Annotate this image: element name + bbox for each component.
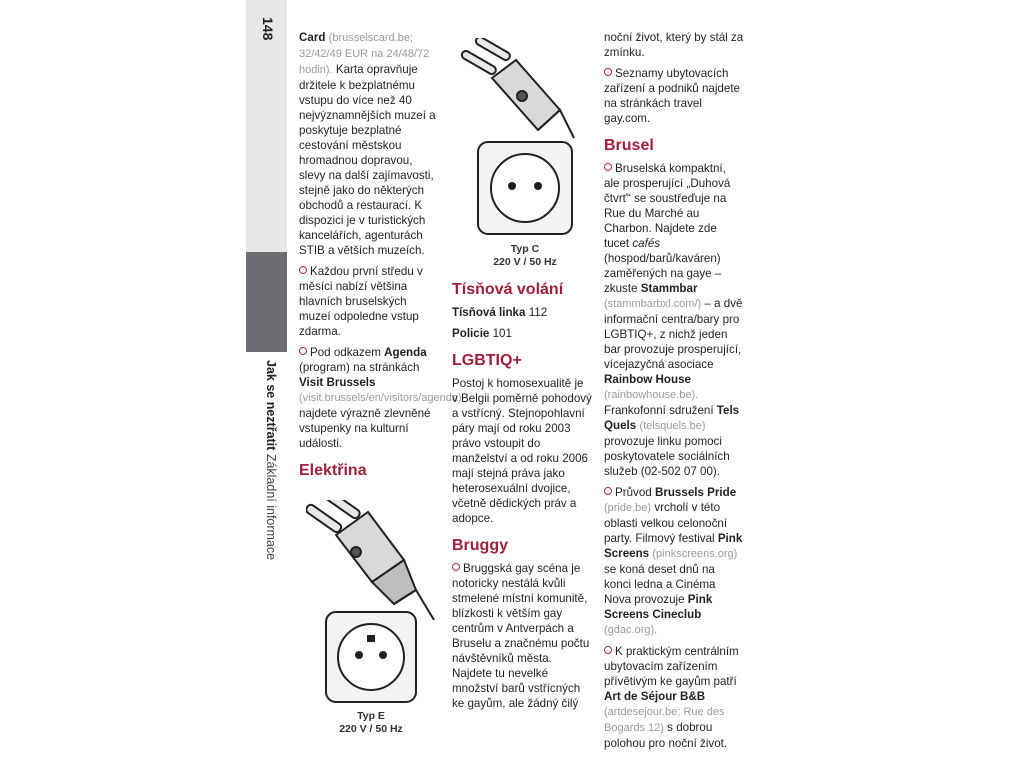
bullet-icon bbox=[604, 163, 612, 171]
plug-c-icon bbox=[460, 38, 590, 238]
paragraph-museum-wednesday: Každou první středu v měsíci nabízí většina hlavních bruselských muzeí odpoledne vstup zdarma. bbox=[299, 265, 423, 338]
heading-bruggy: Bruggy bbox=[452, 537, 508, 554]
column-1 bbox=[299, 30, 462, 486]
caption-type-e: Typ E 220 V / 50 Hz bbox=[339, 710, 403, 735]
column-3 bbox=[604, 30, 744, 757]
paragraph-card: Card (brusselscard.be; 32/42/49 EUR na 24/48/72 hodin). Karta opravňuje držitele k bezplatnému vstupu do více než 40 nejvýznamnějších muzeí a poskytuje bezplatné cestování městskou hromadnou dopravou, slevy na další zajímavosti, stejně jako do některých obchodů a restaurací. K dispozici je v turistických kancelářích, agenturách STIB a větších muzeích. bbox=[299, 31, 436, 257]
paragraph-pride: Průvod Brussels Pride (pride.be) vrcholí v této oblasti velkou celonoční party. Filmový festival Pink Screens (pinkscreens.org) se koná deset dnů na konci ledna a Cinéma Nova provozuje Pink Screens Cineclub (gdac.org). bbox=[604, 486, 743, 636]
bullet-icon bbox=[452, 563, 460, 571]
heading-brusel: Brusel bbox=[604, 137, 654, 154]
paragraph-nightlife-cont: noční život, který by stál za zmínku. bbox=[604, 31, 744, 59]
paragraph-brusel: Bruselská kompaktní, ale prosperující „Duhová čtvrť“ se soustřeďuje na Rue du Marché au Charbon. Najdete zde tucet cafés (hospod/barů/kaváren) zaměřených na gaye – zkuste Stammbar (stammbarbxl.com/) – a dvě informační centra/bary pro LGBTIQ+, z nichž jeden bar provozuje prosperující, vícejazyčná asociace Rainbow House (rainbowhouse.be). Frankofonní sdružení Tels Quels (telsquels.be) provozuje linku pomoci poskytovatele sociálních služeb (02-502 07 00). bbox=[604, 162, 743, 478]
chapter-tab-marker bbox=[246, 252, 287, 352]
paragraph-agenda: Pod odkazem Agenda (program) na stránkách Visit Brussels (visit.brussels/en/visitors/agenda) najdete výrazně zlevněné vstupenky na kulturní události. bbox=[299, 346, 462, 450]
bullet-icon bbox=[299, 266, 307, 274]
paragraph-lgbt: Postoj k homosexualitě je v Belgii poměrně pohodový a vstřícný. Stejnopohlavní páry mají od roku 2003 právo vstoupit do manželství a od roku 2006 mají stejná práva jako heterosexuální dvojice, včetně dědických práv a adopce. bbox=[452, 377, 592, 525]
paragraph-accommodation: K praktickým centrálním ubytovacím zařízením přívětivým ke gayům patří Art de Séjour B&B (artdesejour.be; Rue des Bogards 12) s dobrou polohou pro noční život. bbox=[604, 645, 739, 750]
plug-e-icon bbox=[306, 500, 436, 705]
heading-lgbtiq: LGBTIQ+ bbox=[452, 352, 522, 369]
caption-type-c: Typ C 220 V / 50 Hz bbox=[493, 243, 557, 268]
bullet-icon bbox=[604, 646, 612, 654]
paragraph-travelgay: Seznamy ubytovacích zařízení a podniků najdete na stránkách travel gay.com. bbox=[604, 67, 741, 125]
column-2 bbox=[452, 270, 592, 717]
bullet-icon bbox=[604, 487, 612, 495]
emergency-line: Tísňová linka 112 bbox=[452, 306, 548, 319]
bullet-icon bbox=[604, 68, 612, 76]
heading-electricity: Elektřina bbox=[299, 462, 367, 479]
side-label-light: Základní informace bbox=[264, 453, 278, 561]
plug-type-c-figure bbox=[460, 38, 590, 268]
bullet-icon bbox=[299, 347, 307, 355]
paragraph-bruggy: Bruggská gay scéna je notoricky nestálá kvůli stmelené místní komunitě, blízkosti k větším gay centrům v Antverpách a Bruselu a značnému počtu návštěvníků města. Najdete tu nevelké množství barů vstřícných ke gayům, ale žádný čilý bbox=[452, 562, 590, 710]
side-label bbox=[252, 360, 280, 590]
page-number: 148 bbox=[260, 17, 276, 41]
police-line: Policie 101 bbox=[452, 327, 512, 340]
side-label-bold: Jak se neztřatit bbox=[264, 360, 278, 451]
plug-type-e-figure bbox=[306, 500, 436, 740]
heading-emergency: Tísňová volání bbox=[452, 281, 564, 298]
